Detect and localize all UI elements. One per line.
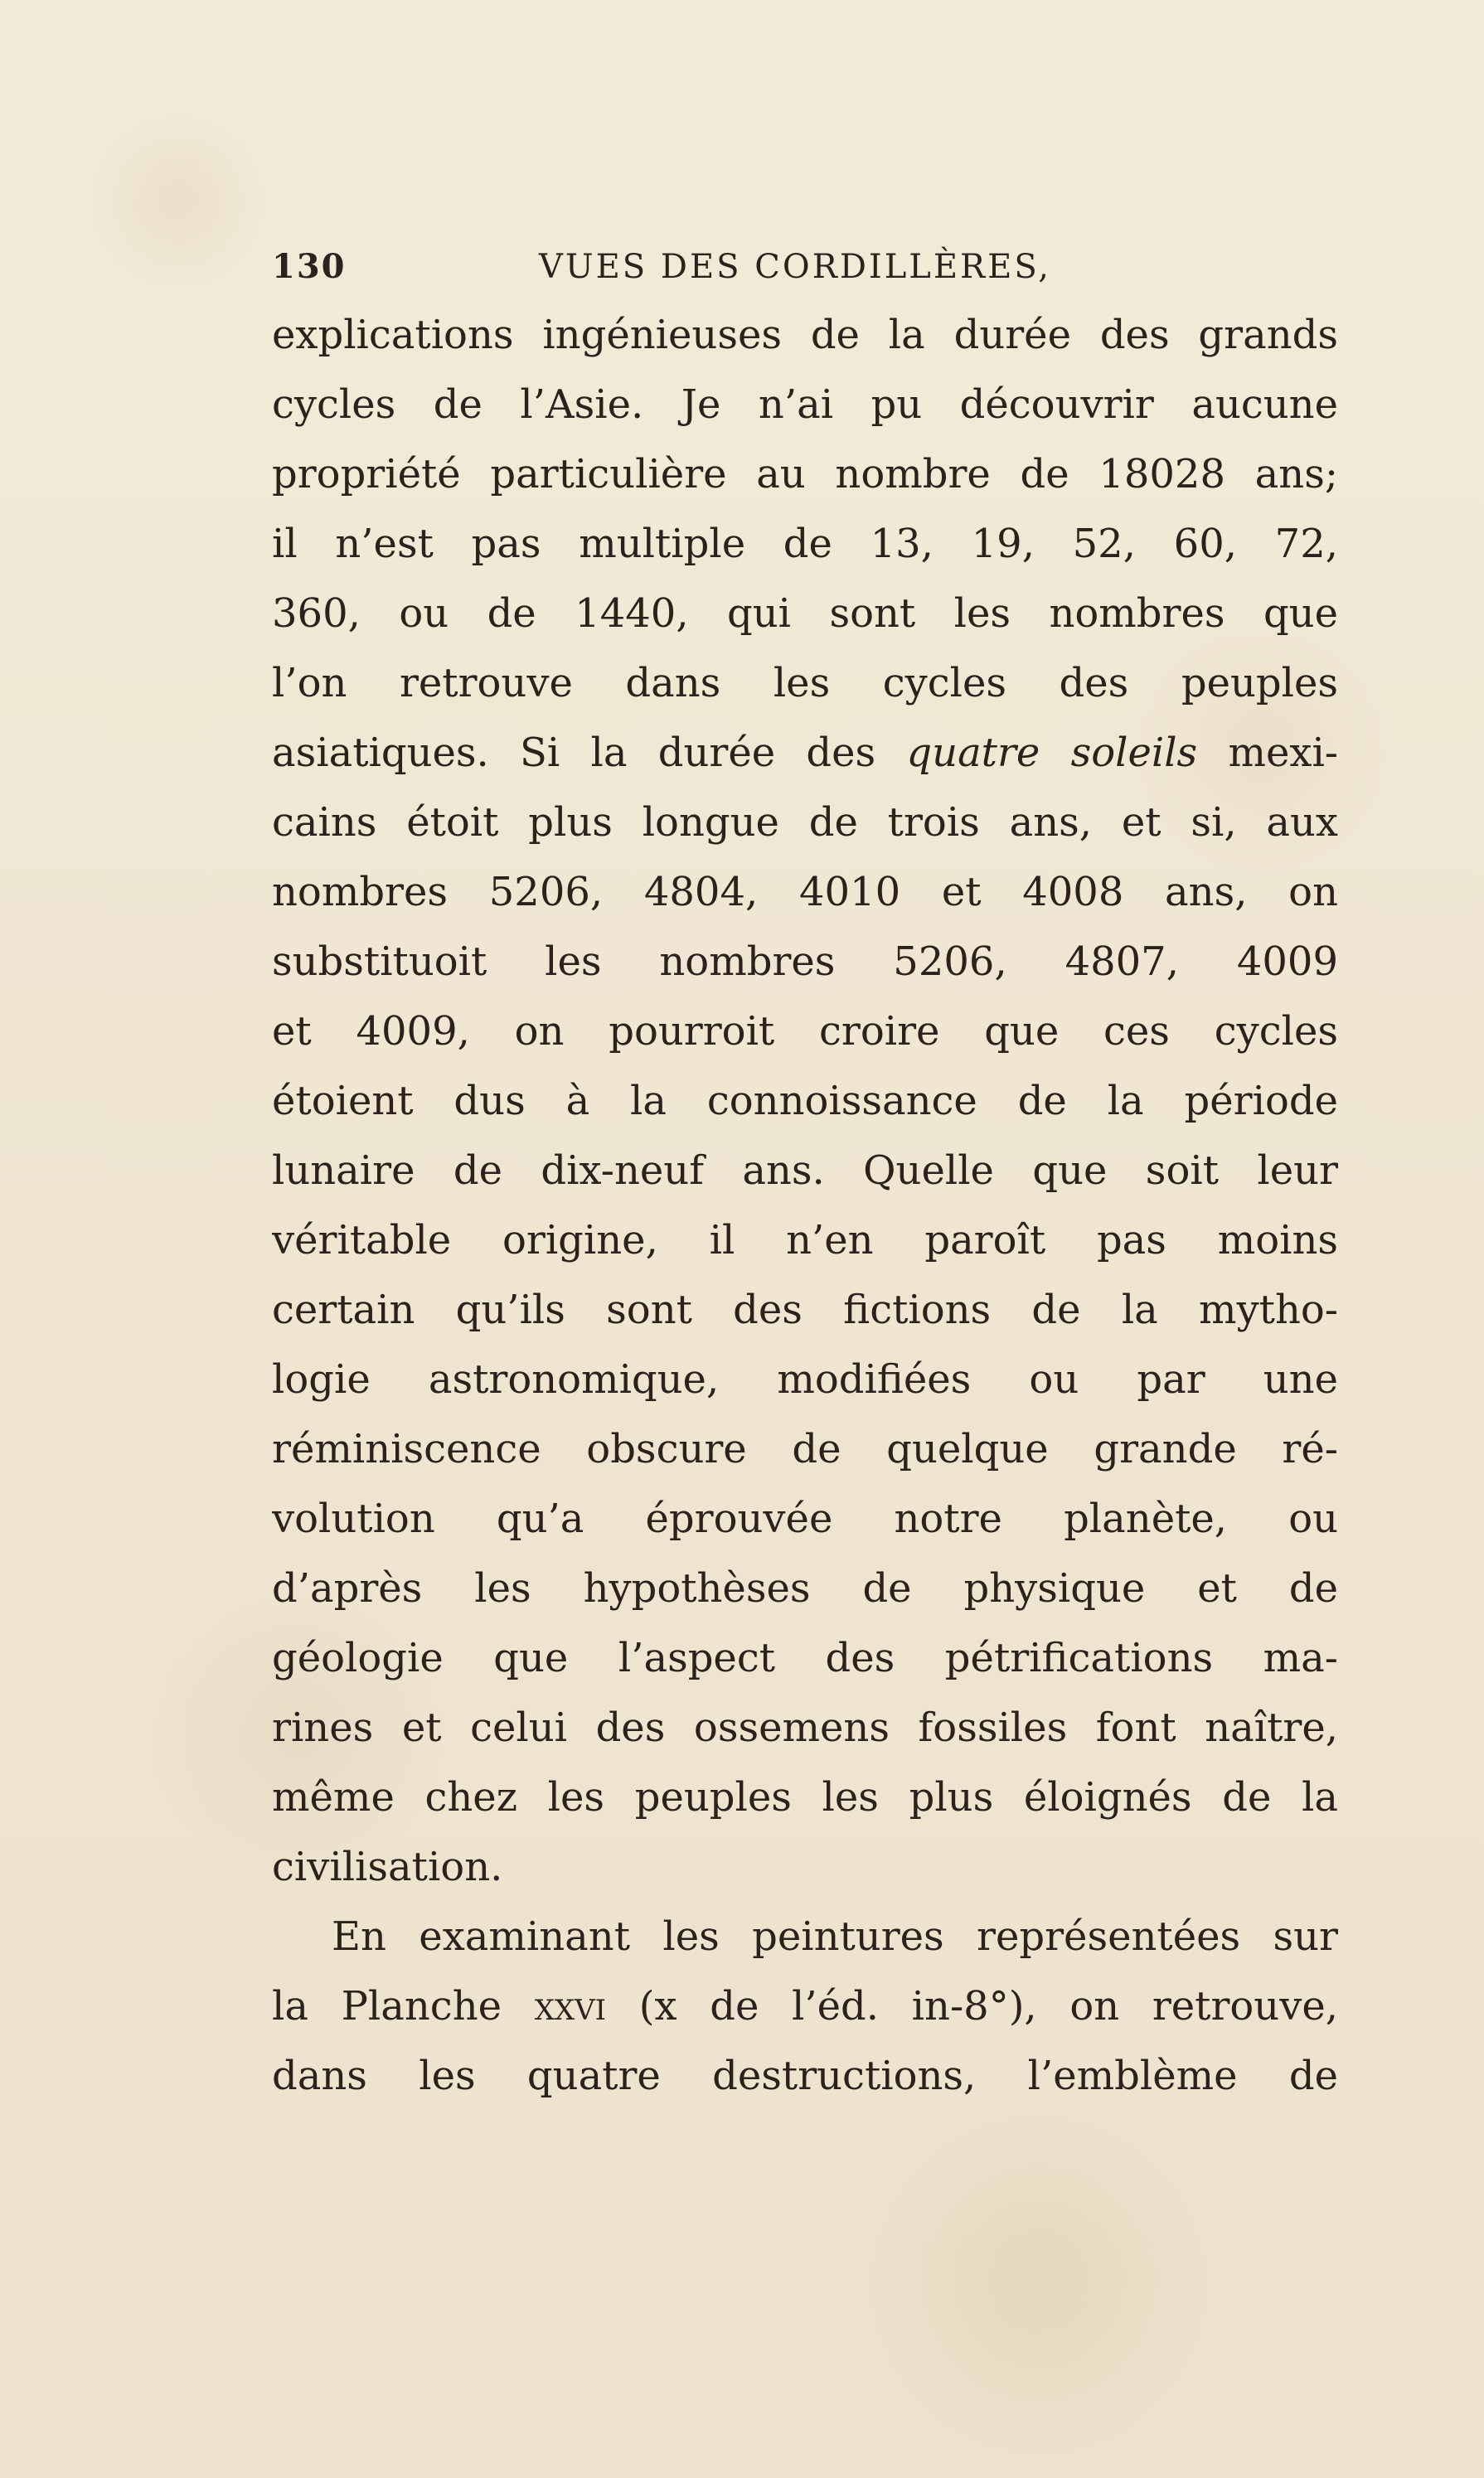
text-line: dans les quatre destructions, l’emblème de [272,2053,1338,2099]
text-line: rines et celui des ossemens fossiles font naître, [272,1705,1338,1751]
text-line: lunaire de dix-neuf ans. Quelle que soit leur [272,1147,1338,1194]
text-line: l’on retrouve dans les cycles des peuples [272,660,1338,706]
text-line: logie astronomique, modifiées ou par une [272,1356,1338,1403]
text-line: et 4009, on pourroit croire que ces cycles [272,1008,1338,1055]
text-line: il n’est pas multiple de 13, 19, 52, 60, 72, [272,521,1338,567]
text-line: même chez les peuples les plus éloignés de la [272,1774,1338,1821]
text-line: En examinant les peintures représentées sur [332,1913,1338,1960]
text-line: volution qu’a éprouvée notre planète, ou [272,1496,1338,1542]
text-line: propriété particulière au nombre de 18028 ans; [272,451,1338,497]
italic-phrase: quatre soleils [906,730,1198,776]
text-line: géologie que l’aspect des pétrifications ma- [272,1635,1338,1681]
text-span: la Planche [272,1983,535,2029]
text-line: cycles de l’Asie. Je n’ai pu découvrir aucune [272,381,1338,428]
text-line [272,1971,1338,2041]
page-header [272,242,1350,292]
body-text [272,300,1338,2111]
text-line: véritable origine, il n’en paroît pas moins [272,1217,1338,1263]
text-line: certain qu’ils sont des fictions de la mytho- [272,1287,1338,1333]
text-line [272,718,1338,788]
text-span: asiatiques. Si la durée des [272,730,907,776]
text-line: substituoit les nombres 5206, 4807, 4009 [272,938,1338,985]
text-line: nombres 5206, 4804, 4010 et 4008 ans, on [272,869,1338,915]
text-line: d’après les hypothèses de physique et de [272,1565,1338,1612]
running-title: VUES DES CORDILLÈRES, [539,248,1052,286]
text-line: réminiscence obscure de quelque grande ré- [272,1426,1338,1472]
text-span: (x de l’éd. in-8°), on retrouve, [606,1983,1338,2029]
text-line: 360, ou de 1440, qui sont les nombres que [272,590,1338,637]
text-line: explications ingénieuses de la durée des grands [272,312,1338,358]
paragraph-1 [272,300,1338,1902]
text-line: civilisation. [272,1844,503,1890]
page-number: 130 [272,247,347,286]
paragraph-2 [272,1902,1338,2111]
text-line: cains étoit plus longue de trois ans, et si, aux [272,799,1338,846]
text-line: étoient dus à la connoissance de la période [272,1078,1338,1124]
text-span: mexi- [1197,730,1338,776]
plate-roman-numeral: xxvi [534,1983,607,2029]
